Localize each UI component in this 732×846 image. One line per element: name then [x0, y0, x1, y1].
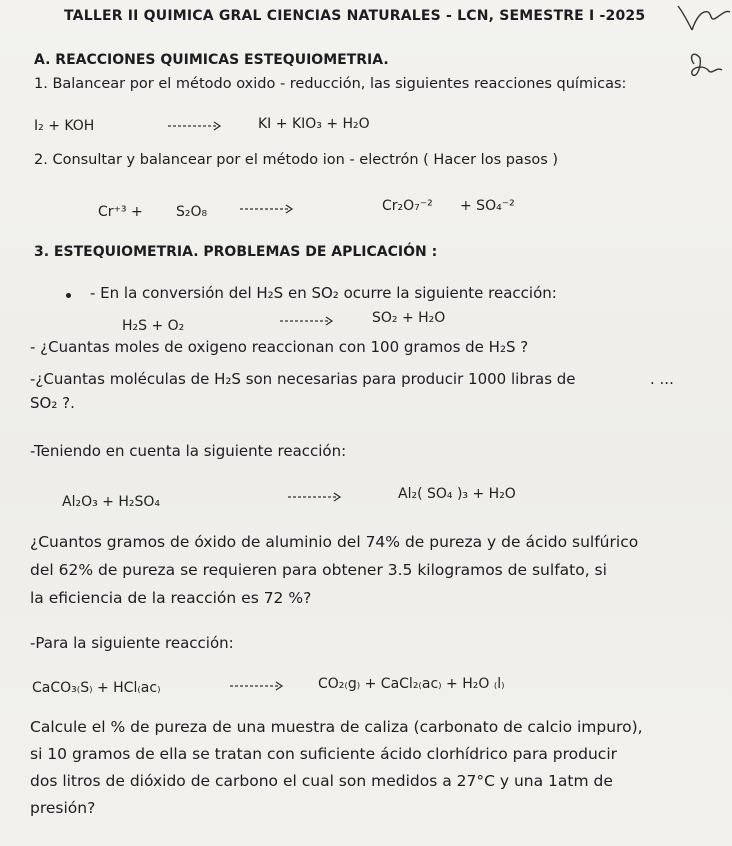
question-3d-line: si 10 gramos de ella se tratan con suficiente ácido clorhídrico para producir: [30, 745, 618, 763]
eq5-arrow-icon: [230, 681, 286, 691]
question-3d-line: dos litros de dióxido de carbono el cual son medidos a 27°C y una 1atm de: [30, 772, 613, 790]
question-1: 1. Balancear por el método oxido - reducción, las siguientes reacciones químicas:: [34, 76, 627, 92]
eq2-product-a: Cr₂O₇⁻²: [382, 198, 433, 214]
eq4-reactants: Al₂O₃ + H₂SO₄: [62, 494, 160, 510]
question-3d-text: [30, 714, 720, 822]
question-3-intro: - En la conversión del H₂S en SO₂ ocurre la siguiente reacción:: [90, 284, 557, 302]
eq4-products: Al₂( SO₄ )₃ + H₂O: [398, 486, 516, 502]
question-3d-line: Calcule el % de pureza de una muestra de caliza (carbonato de calcio impuro),: [30, 718, 643, 736]
question-2: 2. Consultar y balancear por el método ion - electrón ( Hacer los pasos ): [34, 152, 559, 168]
eq3-reactants: H₂S + O₂: [122, 318, 185, 334]
question-3d-line: presión?: [30, 799, 96, 817]
eq2-reactant-b: S₂O₈: [176, 204, 208, 220]
question-3a: - ¿Cuantas moles de oxigeno reaccionan con 100 gramos de H₂S ?: [30, 338, 529, 356]
ellipsis-text: . ...: [650, 370, 674, 388]
bullet-icon: [66, 293, 71, 298]
question-3c-line: del 62% de pureza se requieren para obtener 3.5 kilogramos de sulfato, si: [30, 561, 607, 579]
eq3-products: SO₂ + H₂O: [372, 310, 446, 326]
question-3d: -Para la siguiente reacción:: [30, 634, 234, 652]
page-title: TALLER II QUIMICA GRAL CIENCIAS NATURALES - LCN, SEMESTRE I -2025: [64, 8, 646, 24]
eq1-reactants: I₂ + KOH: [34, 118, 95, 134]
eq5-reactants: CaCO₃₍S₎ + HCl₍ac₎: [32, 680, 161, 696]
eq1-arrow-icon: [168, 121, 224, 131]
section-3-heading: 3. ESTEQUIOMETRIA. PROBLEMAS DE APLICACIÓN :: [34, 244, 438, 260]
question-3b-line2: SO₂ ?.: [30, 394, 75, 412]
question-3c-text: [30, 528, 720, 612]
eq3-arrow-icon: [280, 316, 336, 326]
eq2-product-b: + SO₄⁻²: [460, 198, 515, 214]
eq4-arrow-icon: [288, 492, 344, 502]
question-3c-line: la eficiencia de la reacción es 72 %?: [30, 589, 312, 607]
eq5-products: CO₂₍g₎ + CaCl₂₍ac₎ + H₂O ₍l₎: [318, 676, 505, 692]
section-a-heading: A. REACCIONES QUIMICAS ESTEQUIOMETRIA.: [34, 52, 389, 68]
handwritten-scribble-icon: [672, 0, 732, 95]
question-3c: -Teniendo en cuenta la siguiente reacción:: [30, 442, 347, 460]
eq2-arrow-icon: [240, 204, 296, 214]
eq1-products: KI + KIO₃ + H₂O: [258, 116, 370, 132]
question-3b-line1: -¿Cuantas moléculas de H₂S son necesarias para producir 1000 libras de: [30, 370, 576, 388]
eq2-reactant-a: Cr⁺³ +: [98, 204, 143, 220]
question-3c-line: ¿Cuantos gramos de óxido de aluminio del 74% de pureza y de ácido sulfúrico: [30, 533, 639, 551]
